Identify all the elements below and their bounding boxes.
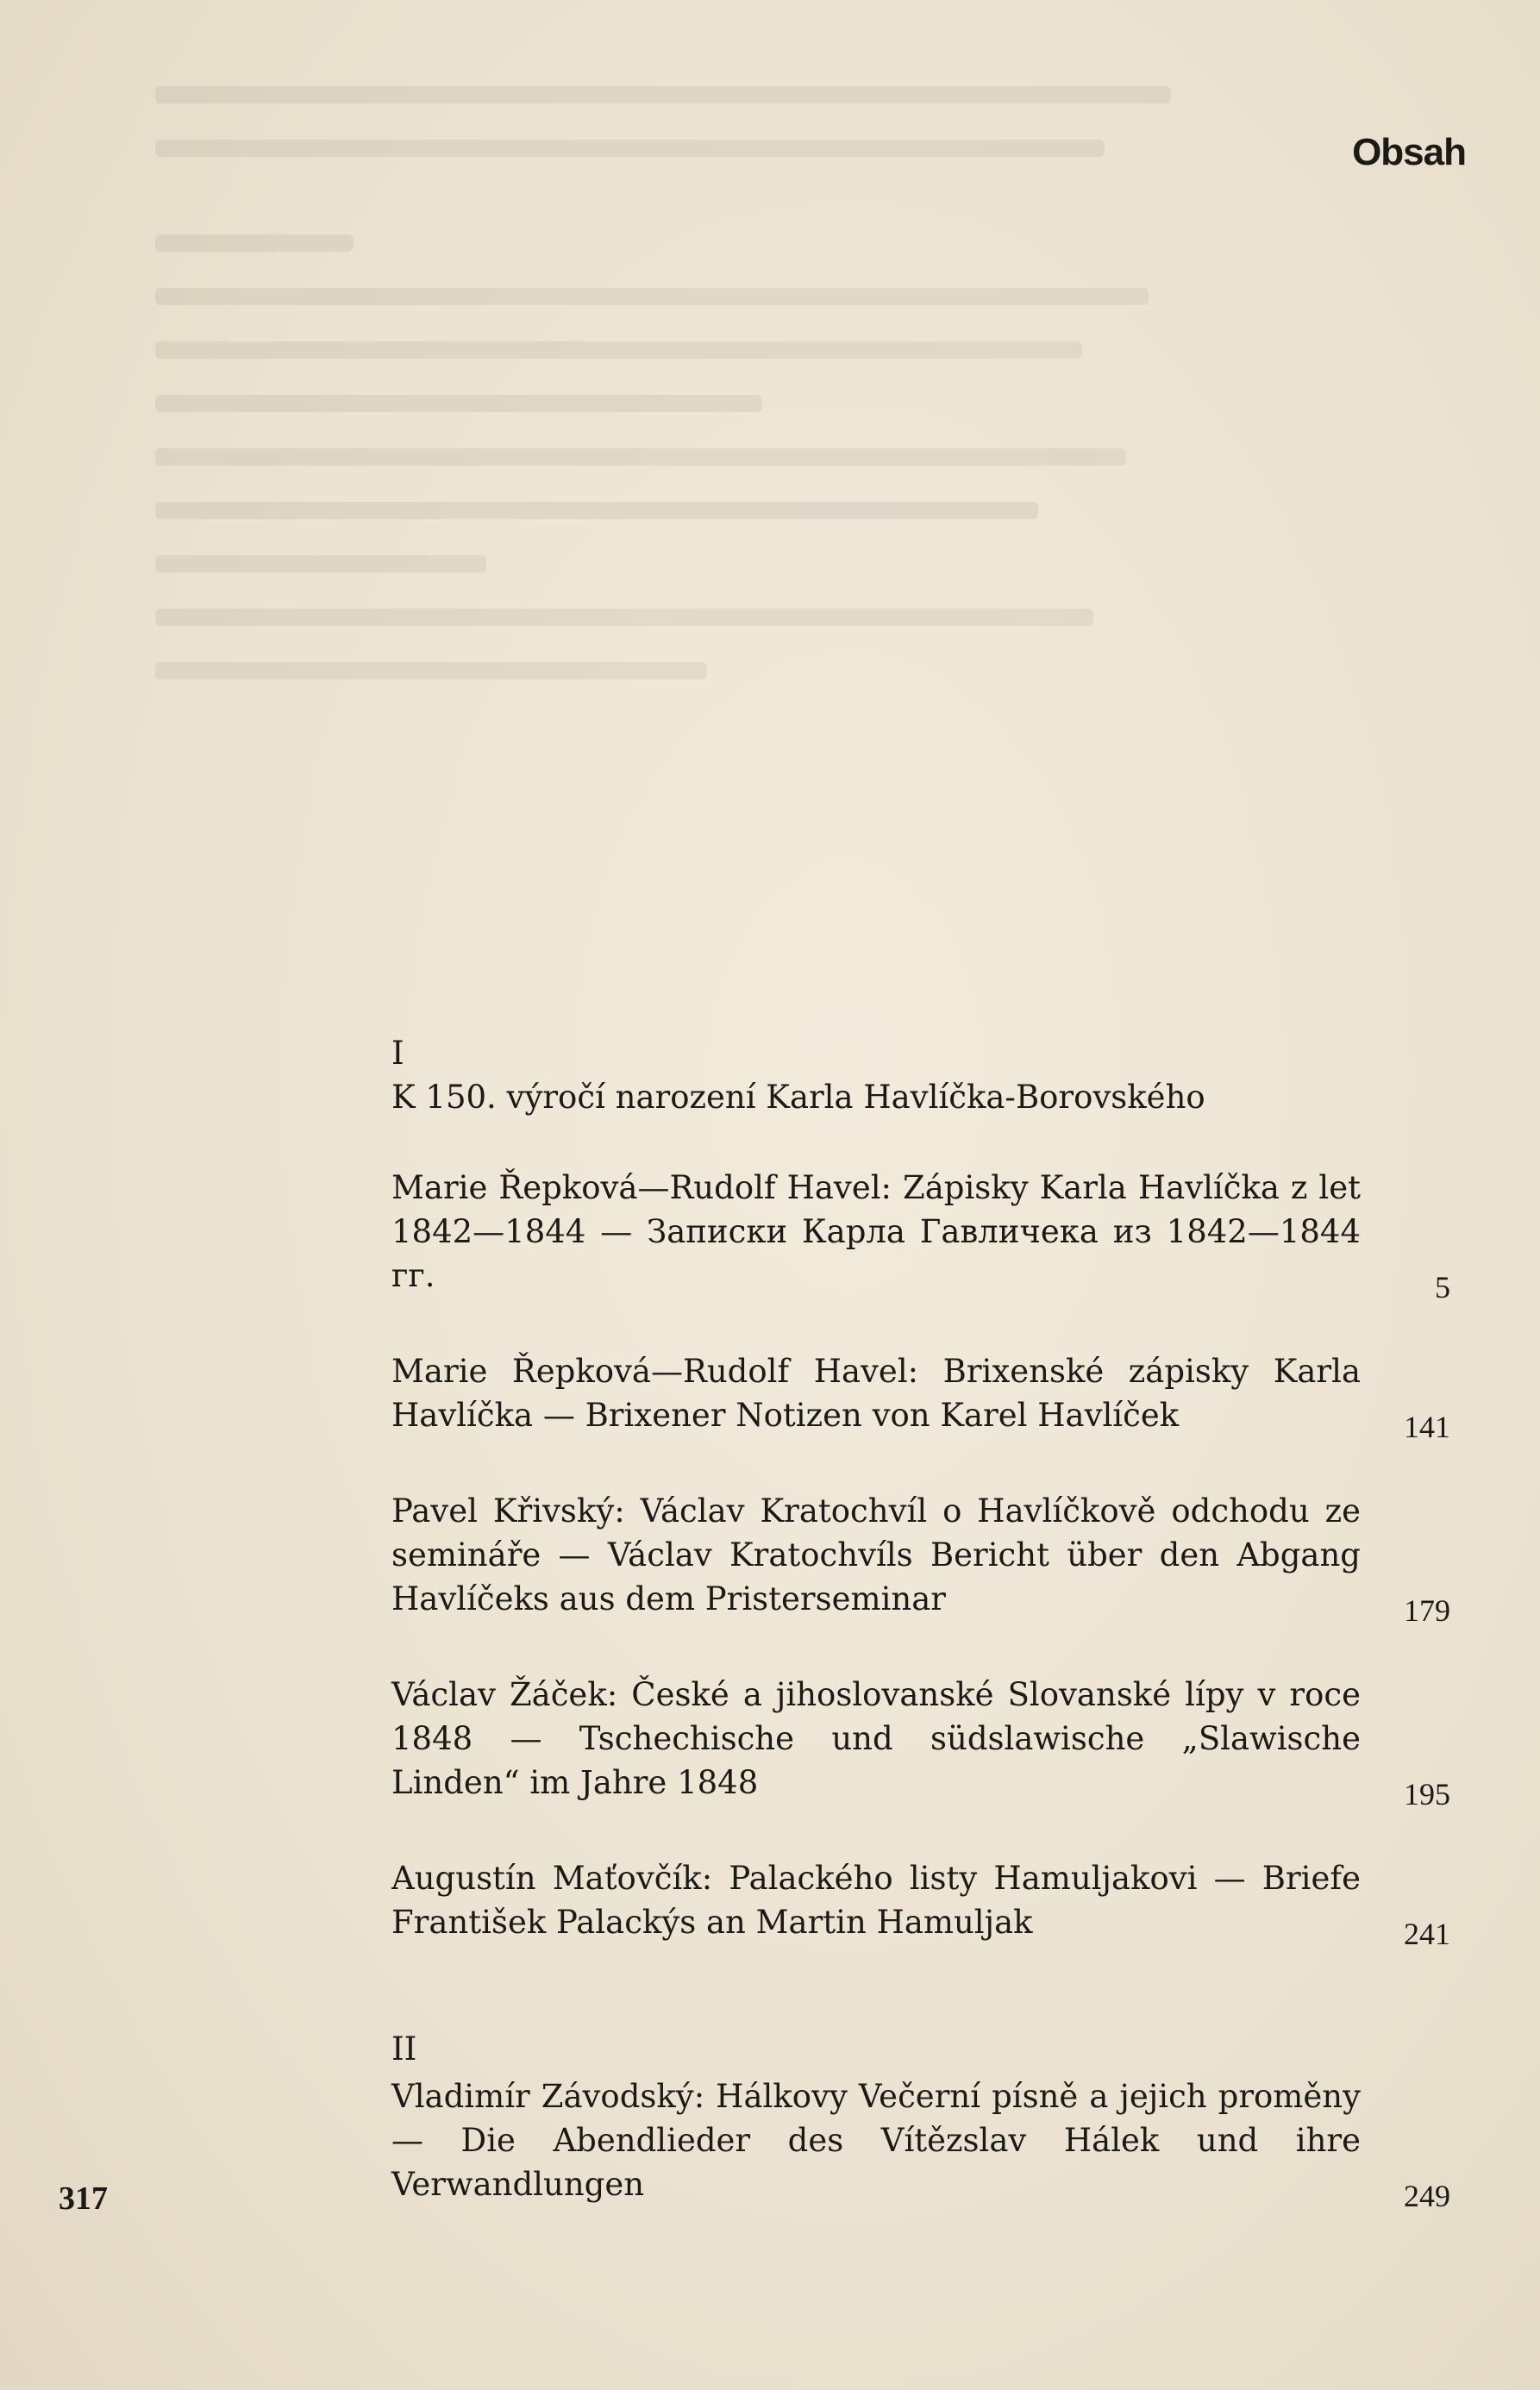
page-header-title: Obsah	[1352, 131, 1466, 173]
toc-entry-page: 249	[1404, 2179, 1450, 2213]
toc-entry-page: 5	[1435, 1270, 1450, 1304]
section-label: II	[391, 2030, 417, 2068]
show-through-text	[155, 86, 1259, 862]
toc-entry-text: Václav Žáček: České a jihoslovanské Slovanské lípy v roce 1848 — Tschechische und südslawische „Slawische Linden“ im Jahre 1848	[391, 1676, 1361, 1801]
table-of-contents	[391, 1031, 1450, 2258]
toc-entry	[391, 1673, 1450, 1811]
toc-entry-text: Pavel Křivský: Václav Kratochvíl o Havlíčkově odchodu ze semináře — Václav Kratochvíls Bericht über den Abgang Havlíčeks aus dem Pristerseminar	[391, 1492, 1361, 1617]
section-2	[391, 2027, 1450, 2213]
section-label: I	[391, 1035, 404, 1072]
toc-entry-page: 241	[1404, 1917, 1450, 1951]
toc-entry-text: Augustín Maťovčík: Palackého listy Hamuljakovi — Briefe František Palackýs an Martin Hamuljak	[391, 1860, 1361, 1941]
section-title: K 150. výročí narození Karla Havlíčka-Borovského	[391, 1079, 1205, 1116]
page-number: 317	[59, 2180, 108, 2217]
toc-entry-text: Marie Řepková—Rudolf Havel: Zápisky Karla Havlíčka z let 1842—1844 — Записки Карла Гавличека из 1842—1844 гг.	[391, 1169, 1361, 1294]
toc-entry-text: Vladimír Závodský: Hálkovy Večerní písně a jejich proměny — Die Abendlieder des Vítězslav Hálek und ihre Verwandlungen	[391, 2078, 1361, 2203]
toc-entry-page: 141	[1404, 1410, 1450, 1444]
toc-entry-text: Marie Řepková—Rudolf Havel: Brixenské zápisky Karla Havlíčka — Brixener Notizen von Karel Havlíček	[391, 1353, 1361, 1434]
toc-entry-page: 195	[1404, 1777, 1450, 1811]
toc-entry	[391, 1166, 1450, 1304]
toc-entry	[391, 1489, 1450, 1628]
toc-entry	[391, 1349, 1450, 1444]
toc-entry-page: 179	[1404, 1593, 1450, 1628]
toc-entry	[391, 2074, 1450, 2213]
toc-entry	[391, 1856, 1450, 1951]
section-1	[391, 1031, 1450, 1951]
